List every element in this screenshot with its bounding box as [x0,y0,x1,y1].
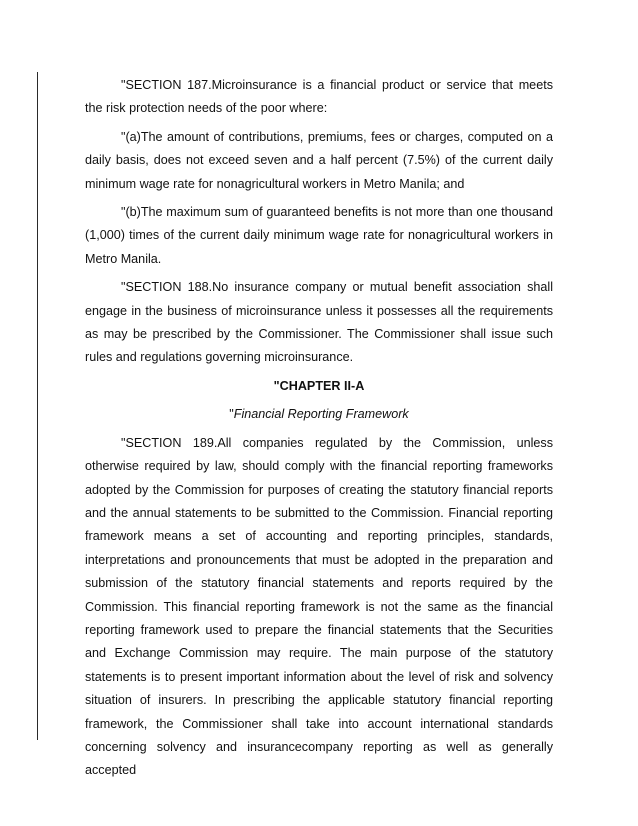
document-page [85,74,553,788]
chapter-subheading [85,403,553,426]
section-187-clause-b: "(b)The maximum sum of guaranteed benefits is not more than one thousand (1,000) times of the current daily minimum wage rate for nonagricultural workers in Metro Manila. [85,205,553,266]
section-187-clause-a: "(a)The amount of contributions, premiums, fees or charges, computed on a daily basis, does not exceed seven and a half percent (7.5%) of the current daily minimum wage rate for nonagricultural workers in Metro Manila; and [85,129,553,191]
chapter-heading: "CHAPTER II-A [273,378,365,393]
margin-line [37,72,38,740]
section-187-paragraph: "SECTION 187.Microinsurance is a financial product or service that meets the risk protection needs of the poor where: [85,78,553,116]
section-188-paragraph: "SECTION 188.No insurance company or mutual benefit association shall engage in the business of microinsurance unless it possesses all the requirements as may be prescribed by the Commissioner. The Commissioner shall issue such rules and regulations governing microinsurance. [85,280,553,365]
subheading-title: Financial Reporting Framework [233,407,409,422]
section-189-paragraph: "SECTION 189.All companies regulated by the Commission, unless otherwise required by law, should comply with the financial reporting frameworks adopted by the Commission for purposes of creating the statutory financial reports and the annual statements to be submitted to the Commission. Financial reporting framework means a set of accounting and reporting principles, standards, interpretations and pronouncements that must be adopted in the preparation and submission of the statutory financial statements and reports required by the Commission. This financial reporting framework is not the same as the financial reporting framework used to prepare the financial statements that the Securities and Exchange Commission may require. The main purpose of the statutory statements is to present important information about the level of risk and solvency situation of insurers. In prescribing the applicable statutory financial reporting framework, the Commissioner shall take into account international standards concerning solvency and insurancecompany reporting as well as generally accepted [85,435,553,778]
subheading-quote-mark: " [229,407,234,422]
